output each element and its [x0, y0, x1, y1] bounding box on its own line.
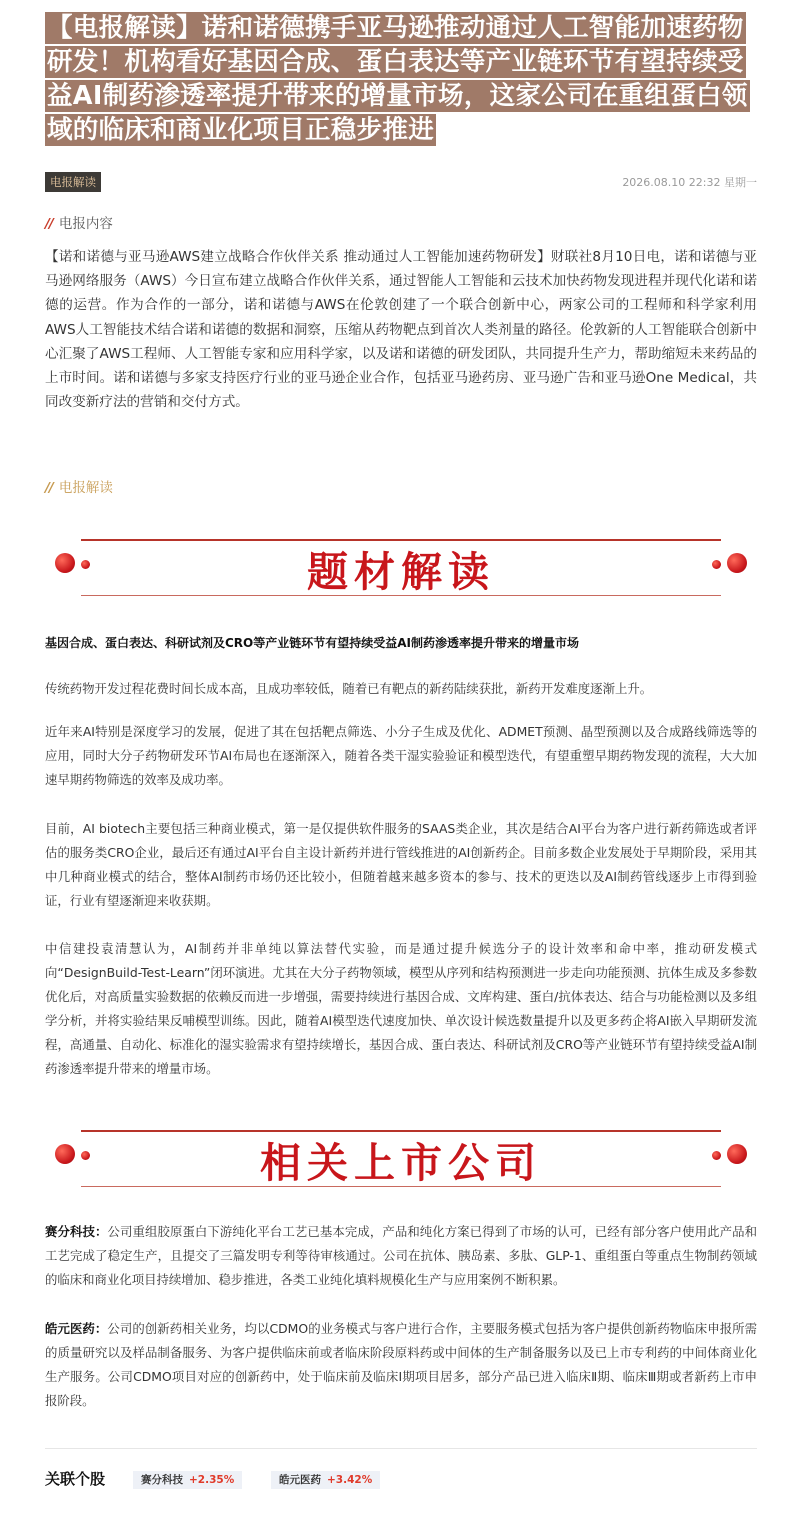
- banner-related-companies: [51, 1124, 751, 1194]
- section-label-interpretation: [45, 476, 113, 496]
- paragraph-1: 传统药物开发过程花费时间长成本高，且成功率较低，随着已有靶点的新药陆续获批，新药开发难度逐渐上升。: [45, 681, 653, 696]
- topic-subhead: 基因合成、蛋白表达、科研试剂及CRO等产业链环节有望持续受益AI制药渗透率提升带来的增量市场: [45, 636, 580, 650]
- publish-datetime: 2026.08.10 22:32 星期一: [622, 176, 757, 189]
- stock-chip[interactable]: [271, 1471, 380, 1489]
- divider: [45, 1448, 757, 1449]
- banner-topic-interpretation: [51, 533, 751, 603]
- company-name[interactable]: 皓元医药: [45, 1321, 95, 1336]
- related-stocks-title: 关联个股: [45, 1470, 106, 1488]
- banner-title: 题材解读: [307, 548, 495, 596]
- paragraph-3: 目前，AI biotech主要包括三种商业模式，第一是仅提供软件服务的SAAS类企业，其次是结合AI平台为客户进行新药筛选或者评估的服务类CRO企业，最后还有通过AI平台自主设计新药并进行管线推进的AI创新药企。目前多数企业发展处于早期阶段，采用其中几种商业模式的结合，整体AI制药市场仍还比较小，但随着越来越多资本的参与、技术的更迭以及AI制药管线逐步上市得到验证，行业有望逐渐迎来收获期。: [45, 821, 757, 908]
- company-item-2: [45, 1317, 757, 1413]
- paragraph-2: 近年来AI特别是深度学习的发展，促进了其在包括靶点筛选、小分子生成及优化、ADMET预测、晶型预测以及合成路线筛选等的应用，同时大分子药物研发环节AI布局也在逐渐深入，随着各类干湿实验验证和模型迭代，有望重塑早期药物发现的流程，大大加速早期药物筛选的效率及成功率。: [45, 724, 757, 787]
- company-description: 公司重组胶原蛋白下游纯化平台工艺已基本完成，产品和纯化方案已得到了市场的认可，已经有部分客户使用此产品和工艺完成了稳定生产，且提交了三篇发明专利等待审核通过。公司在抗体、胰岛素、多肽、GLP-1、重组蛋白等重点生物制药领域的临床和商业化项目持续增加、稳步推进，各类工业纯化填料规模化生产与应用案例不断积累。: [45, 1224, 758, 1287]
- headline: [45, 11, 757, 147]
- stock-change: +2.35%: [189, 1474, 235, 1486]
- headline-text: 【电报解读】诺和诺德携手亚马逊推动通过人工智能加速药物研发！机构看好基因合成、蛋白表达等产业链环节有望持续受益AI制药渗透率提升带来的增量市场，这家公司在重组蛋白领域的临床和商业化项目正稳步推进: [47, 13, 748, 145]
- section-label-text: 电报解读: [58, 480, 113, 496]
- company-name[interactable]: 赛分科技: [45, 1224, 95, 1239]
- section-label-text: 电报内容: [58, 216, 113, 232]
- company-colon: ：: [94, 1321, 108, 1336]
- slash-icon: //: [45, 216, 53, 232]
- paragraph-4: 中信建投袁清慧认为，AI制药并非单纯以算法替代实验，而是通过提升候选分子的设计效率和命中率，推动研发模式向“DesignBuild-Test-Learn”闭环演进。尤其在大分子药物领域，模型从序列和结构预测进一步走向功能预测、抗体生成及多参数优化后，对高质量实验数据的依赖反而进一步增强，需要持续进行基因合成、文库构建、蛋白/抗体表达、结合与功能检测以及多组学分析，并将实验结果反哺模型训练。因此，随着AI模型迭代速度加快、单次设计候选数量提升以及更多药企将AI嵌入早期研发流程，高通量、自动化、标准化的湿实验需求有望持续增长，基因合成、蛋白表达、科研试剂及CRO等产业链环节有望持续受益AI制药渗透率提升带来的增量市场。: [45, 941, 757, 1076]
- meta-row: [45, 172, 757, 192]
- section-label-content: [45, 212, 113, 232]
- stock-name: 皓元医药: [279, 1474, 321, 1486]
- stock-chip[interactable]: [133, 1471, 242, 1489]
- slash-icon: //: [45, 480, 53, 496]
- telegraph-content: 【诺和诺德与亚马逊AWS建立战略合作伙伴关系 推动通过人工智能加速药物研发】财联社8月10日电，诺和诺德与亚马逊网络服务（AWS）今日宣布建立战略合作伙伴关系，通过智能人工智能和云技术加快药物发现进程并现代化诺和诺德的运营。作为合作的一部分，诺和诺德与AWS在伦敦创建了一个联合创新中心，两家公司的工程师和科学家利用AWS人工智能技术结合诺和诺德的数据和洞察，压缩从药物靶点到首次人类剂量的路径。伦敦新的人工智能联合创新中心汇聚了AWS工程师、人工智能专家和应用科学家，以及诺和诺德的研发团队，共同提升生产力，帮助缩短未来药品的上市时间。诺和诺德与多家支持医疗行业的亚马逊企业合作，包括亚马逊药房、亚马逊广告和亚马逊One Medical，共同改变新疗法的营销和交付方式。: [45, 249, 757, 411]
- company-item-1: [45, 1220, 757, 1292]
- article: [45, 0, 758, 1488]
- stock-name: 赛分科技: [141, 1474, 183, 1486]
- banner-title: 相关上市公司: [260, 1139, 542, 1187]
- stock-change: +3.42%: [327, 1474, 373, 1486]
- company-colon: ：: [94, 1224, 108, 1239]
- company-description: 公司的创新药相关业务，均以CDMO的业务模式与客户进行合作，主要服务模式包括为客户提供创新药物临床申报所需的质量研究以及样品制备服务、为客户提供临床前或者临床阶段原料药或中间体的生产制备服务以及已上市专利药的中间体商业化生产服务。公司CDMO项目对应的创新药中，处于临床前及临床Ⅰ期项目居多，部分产品已进入临床Ⅱ期、临床Ⅲ期或者新药上市申报阶段。: [45, 1321, 758, 1408]
- category-tag[interactable]: 电报解读: [45, 172, 101, 192]
